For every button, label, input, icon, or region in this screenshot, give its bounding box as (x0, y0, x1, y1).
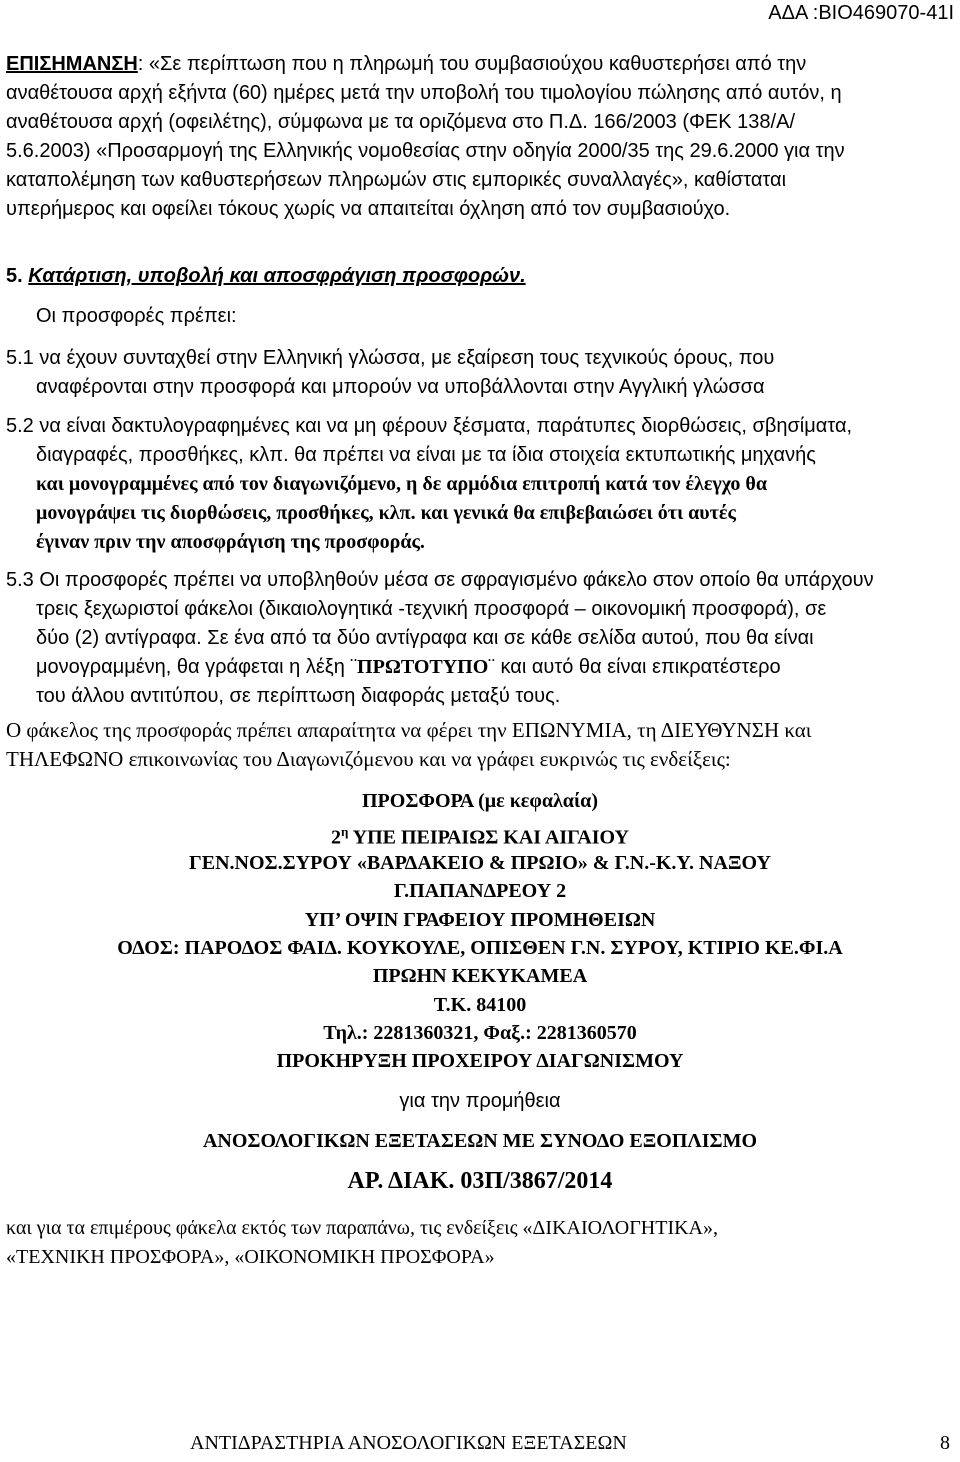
notice-label: ΕΠΙΣΗΜΑΝΣΗ (6, 53, 138, 75)
notice-line: αναθέτουσα αρχή εξήντα (60) ημέρες μετά την υποβολή του τιμολογίου πώλησης από αυτόν, η (6, 82, 842, 104)
label-ype: $2^\eta$ ΥΠΕ ΠΕΙΡΑΙΩΣ ΚΑΙ ΑΙΓΑΙΟΥ (331, 824, 629, 849)
label-announcement: ΠΡΟΚΗΡΥΞΗ ΠΡΟΧΕΙΡΟΥ ΔΙΑΓΩΝΙΣΜΟΥ (276, 1050, 684, 1072)
paragraph-5-3: 5.3 Οι προσφορές πρέπει να υποβληθούν μέσα σε σφραγισμένο φάκελο στον οποίο θα υπάρχουν τρεις ξεχωριστοί φάκελοι (δικαιολογητικά -τεχνική προσφορά – οικονομική προσφορά), σε δύο (2) αντίγραφα. Σε ένα από τα δύο αντίγραφα και σε κάθε σελίδα αυτού, που θα είναι μονογραμμένη, θα γράφεται η λέξη ¨ΠΡΩΤΟΤΥΠΟ¨ και αυτό θα είναι επικρατέστερο του άλλου αντιτύπου, σε περίπτωση διαφοράς μεταξύ τους. (6, 569, 874, 707)
section-title: Κατάρτιση, υποβολή και αποσφράγιση προσφορών. (28, 265, 526, 287)
label-subject: ΑΝΟΣΟΛΟΓΙΚΩΝ ΕΞΕΤΑΣΕΩΝ ΜΕ ΣΥΝΟΔΟ ΕΞΟΠΛΙΣΜΟ (202, 1130, 758, 1152)
label-offer: ΠΡΟΣΦΟΡΑ (με κεφαλαία) (361, 790, 598, 812)
section-intro: Οι προσφορές πρέπει: (36, 305, 237, 327)
label-office: ΥΠ’ ΟΨΙΝ ΓΡΑΦΕΙΟΥ ΠΡΟΜΗΘΕΙΩΝ (304, 909, 656, 931)
label-procurement: για την προμήθεια (399, 1090, 561, 1112)
paragraph-5-1: 5.1 να έχουν συνταχθεί στην Ελληνική γλώσσα, με εξαίρεση τους τεχνικούς όρους, που αναφέρονται στην προσφορά και μπορούν να υποβάλλονται στην Αγγλική γλώσσα (6, 347, 775, 398)
notice-line: ΕΠΙΣΗΜΑΝΣΗ: «Σε περίπτωση που η πληρωμή του συμβασιούχου καθυστερήσει από την (6, 53, 807, 75)
paragraph-5-2: 5.2 να είναι δακτυλογραφημένες και να μη φέρουν ξέσματα, παράτυπες διορθώσεις, σβησίματα, διαγραφές, προσθήκες, κλπ. θα πρέπει να είναι με τα ίδια στοιχεία εκτυπωτικής μηχανής και μονογραμμένες από τον διαγωνιζόμενο, η δε αρμόδια επιτροπή κατά τον έλεγχο θα μονογράψει τις διορθώσεις, προσθήκες, κλπ. και γενικά θα επιβεβαιώσει ότι αυτές έγιναν πριν την αποσφράγιση της προσφοράς. (6, 415, 853, 553)
original-word: ΠΡΩΤΟΤΥΠΟ (357, 656, 489, 678)
notice-paragraph (6, 50, 956, 224)
label-building: ΠΡΩΗΝ ΚΕΚΥΚΑΜΕΑ (372, 965, 588, 987)
notice-line: 5.6.2003) «Προσαρμογή της Ελληνικής νομοθεσίας στην οδηγία 2000/35 της 29.6.2000 για την (6, 140, 845, 162)
section-number: 5. (6, 265, 23, 287)
footer-title: ΑΝΤΙΔΡΑΣΤΗΡΙΑ ΑΝΟΣΟΛΟΓΙΚΩΝ ΕΞΕΤΑΣΕΩΝ (190, 1432, 627, 1454)
ada-code: ΑΔΑ :ΒΙΟ469070-41Ι (768, 2, 954, 24)
section-heading (6, 262, 956, 291)
label-street: ΟΔΟΣ: ΠΑΡΟΔΟΣ ΦΑΙΔ. ΚΟΥΚΟΥΛΕ, ΟΠΙΣΘΕΝ Γ.Ν. ΣΥΡΟΥ, ΚΤΙΡΙΟ ΚΕ.ΦΙ.Α (117, 937, 843, 959)
label-postal-code: Τ.Κ. 84100 (433, 994, 527, 1016)
label-phone: Τηλ.: 2281360321, Φαξ.: 2281360570 (323, 1022, 637, 1044)
notice-line: υπερήμερος και οφείλει τόκους χωρίς να απαιτείται όχληση από τον συμβασιούχο. (6, 198, 731, 220)
closing-paragraph: και για τα επιμέρους φάκελα εκτός των παραπάνω, τις ενδείξεις «ΔΙΚΑΙΟΛΟΓΗΤΙΚΑ», «ΤΕΧΝΙΚΗ ΠΡΟΣΦΟΡΑ», «ΟΙΚΟΝΟΜΙΚΗ ΠΡΟΣΦΟΡΑ» (6, 1217, 718, 1268)
label-hospital: ΓΕΝ.ΝΟΣ.ΣΥΡΟΥ «ΒΑΡΔΑΚΕΙΟ & ΠΡΩΙΟ» & Γ.Ν.-Κ.Υ. ΝΑΞΟΥ (189, 852, 771, 874)
label-tender-number: ΑΡ. ΔΙΑΚ. 03Π/3867/2014 (347, 1168, 613, 1194)
envelope-paragraph: Ο φάκελος της προσφοράς πρέπει απαραίτητα να φέρει την ΕΠΩΝΥΜΙΑ, τη ΔΙΕΥΘΥΝΣΗ και ΤΗΛΕΦΩΝΟ επικοινωνίας του Διαγωνιζόμενου και να γράφει ευκρινώς τις ενδείξεις: (6, 718, 812, 771)
label-address: Γ.ΠΑΠΑΝΔΡΕΟΥ 2 (393, 880, 567, 902)
notice-line: καταπολέμηση των καθυστερήσεων πληρωμών στις εμπορικές συναλλαγές», καθίσταται (6, 169, 787, 191)
notice-line: αναθέτουσα αρχή (οφειλέτης), σύμφωνα με τα οριζόμενα στο Π.Δ. 166/2003 (ΦΕΚ 138/Α/ (6, 111, 795, 133)
page-number: 8 (940, 1432, 950, 1454)
